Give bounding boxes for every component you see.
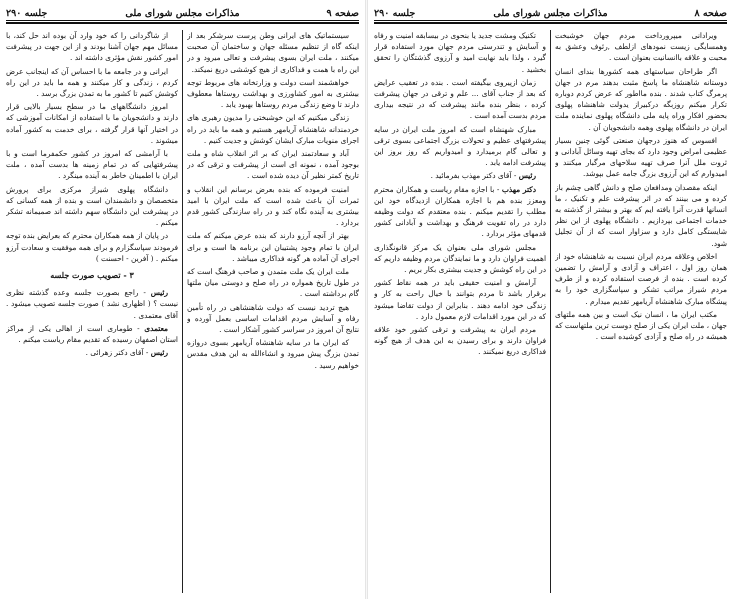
paragraph <box>555 251 727 307</box>
paragraph-text: آقای دکتر زهرائی . <box>85 348 144 358</box>
paragraph: رئیس - آقای دکتر زهرائی . <box>85 348 168 358</box>
paragraph-text: اخلاص وعلاقه مردم ایران نسبت به شاهنشاه خود از همان روز اول ، اعتراف و آزادی و آرامش را تضمین کرده است . بنده از فرصت استفاده کرده و از طرف مردم شیراز مراتب تشکر و سپاسگزاری خود را به پیشگاه مبارک شاهنشاه آریامهر تقدیم میدارم . <box>555 251 727 306</box>
paragraph: رئیس - آقای دکتر مهذب بفرمائید . <box>430 171 536 181</box>
publication-title: مذاکرات مجلس شورای ملی <box>125 8 240 19</box>
paragraph <box>187 148 359 182</box>
section-heading: ۳ - تصویب صورت جلسه <box>50 270 134 281</box>
paragraph-text: بهتر از آنچه آرزو دارند که بنده عرض میکنم که ملت ایران با تمام وجود پشتیبان این برنامه ها است و برای اجرای آن آماده هر گونه فداکاری میباشد . <box>187 231 359 263</box>
paragraph <box>374 77 546 122</box>
page-number: صفحه ۹ <box>326 8 359 19</box>
paragraph <box>187 266 359 300</box>
paragraph <box>187 302 359 336</box>
paragraph-text: آباد و سعادتمند ایران که بر اثر انقلاب شاه و ملت بوجود آمده ، نمونه ای است از پیشرفت و ترقی که در تاریخ کمتر نظیر آن دیده شده است . <box>187 149 359 181</box>
paragraph <box>374 324 546 358</box>
paragraph <box>187 30 359 75</box>
paragraph: رئیس - راجع بصورت جلسه وعده گذشته نظری نیست ؟ ( اظهاری نشد ) صورت جلسه تصویب میشود . آقای معتمدی . <box>6 288 178 320</box>
paragraph-text: طوماری است از اهالی یکی از مراکز استان اصفهان رسیده که تقدیم مقام ریاست میکنم . <box>6 323 178 345</box>
paragraph: معتمدی - طوماری است از اهالی یکی از مراکز استان اصفهان رسیده که تقدیم مقام ریاست میکنم . <box>6 323 178 345</box>
paragraph-text: ملت ایران یک ملت متمدن و صاحب فرهنگ است که در طول تاریخ همواره در راه صلح و دوستی میان ملتها گام برداشته است . <box>187 267 359 299</box>
paragraph-text: زمان ازپیروی بیگیفته است . بنده در تعقیب عرایض که بعد از جناب آقای ... علم و ترقی در جهان پیشرفت کرده ، بنظر بنده مانند پیشرفت که در نتیجه بیداری مردم بدست آمده است . <box>374 77 546 121</box>
paragraph-text: امروز دانشگاههای ما در سطح بسیار بالایی قرار دارند و دانشجویان ما با استفاده از امکانات آموزشی که در اختیار آنها قرار گرفته ، برای خدمت به کشور آماده میشوند . <box>6 102 178 145</box>
paragraph-text: آقای دکتر مهذب بفرمائید . <box>430 171 512 181</box>
session-number: جلسه ۲۹۰ <box>6 8 48 19</box>
page-9 <box>0 0 365 599</box>
paragraph <box>6 30 178 64</box>
paragraph-text: سیستماتیک های ایرانی وطن پرست سرشکر بعد از اینکه گاه از تنظیم مسئله جهان و ساختمان آن صحبت میکنند ، ملت ایران بسوی پیشرفت و تعالی میرود و در این راه با همت و فداکاری از هیچ کوششی دریغ نمیکند. <box>187 31 359 74</box>
paragraph <box>555 135 727 180</box>
paragraph-text: با آرامشی که امروز در کشور حکمفرما است و با پیشرفتهایی که در تمام زمینه ها بدست آمده ، ملت ایران با اطمینان خاطر به آینده مینگرد . <box>6 149 178 181</box>
speaker-name: رئیس <box>150 348 168 358</box>
paragraph <box>374 124 546 169</box>
paragraph-text: اینکه مقصدان ومدافعان صلح و دانش گاهی چشم باز کرده و می بینند که در اثر پیشرفت علم و تکنیک ، ما انسانها قدرت آنرا یافته ایم که بهتر و بیشتر از گذشته به خدمات اجتماعی بپردازیم . دانشگاه پهلوی از این نظر شایستگی کامل دارد و سزاوار است که از آن تجلیل شود. <box>555 182 727 248</box>
paragraph-text: با اجازه مقام ریاست و همکاران محترم ومعزز بنده هم با اجازه همکاران ازدیدگاه خود این مطلب را تقدیم میکنم . بنده معتقدم که دولت وظیفه دارد در راه تقویت فرهنگ و بهداشت و آبادانی کشور قدمهای مؤثر بردارد . <box>374 184 546 239</box>
paragraph <box>6 184 178 229</box>
paragraph-text: مردم ایران به پیشرفت و ترقی کشور خود علاقه فراوان دارند و برای رسیدن به این هدف از هیچ گونه فداکاری دریغ نمیکنند . <box>374 325 546 357</box>
paragraph-text: از شاگردانی را که خود وارد آن بوده اند حل کند، با مسائل مهم جهان آشنا بودند و از این جهت در پیشرفت امور کشور نقش مؤثری داشته اند . <box>6 31 178 63</box>
column-divider <box>550 30 551 593</box>
text-column-left <box>374 30 546 593</box>
paragraph <box>187 230 359 264</box>
header-rule-thin <box>374 20 727 21</box>
paragraph-text: آرامش و امنیت حقیقی باید در همه نقاط کشور برقرار باشد تا مردم بتوانند با خیال راحت به کار و زندگی خود ادامه دهند . بنابراین از دولت تقاضا میشود که در این مورد اقدامات لازم معمول دارد . <box>374 278 546 321</box>
paragraph <box>555 182 727 249</box>
paragraph <box>374 277 546 322</box>
paragraph-text: مجلس شورای ملی بعنوان یک مرکز قانونگذاری اهمیت فراوان دارد و ما نمایندگان مردم وظیفه داریم که در این راه کوشش و جدیت بیشتری بکار بریم . <box>374 242 546 275</box>
column-divider <box>182 30 183 593</box>
paragraph-text: افسوس که هنوز درجهان صنعتی گوئی چنین بسیار عظیمی امراض وجود دارد که بجای تهیه وسائل آبادانی و ثروت ملل آنرا صرف تهیه سلاحهای مرگبار میکنند و امیدوارم که این آرزوی بزرگ جامه عمل بپوشد. <box>555 135 727 179</box>
paragraph-text: ایرانی و در جامعه ما با احساس آن که اینجانب عرض کردم ، زندگی و کار میکنند و همه ما باید در این راه کوشش کنیم تا کشور ما به تمدن بزرگ برسد . <box>6 66 178 99</box>
publication-title: مذاکرات مجلس شورای ملی <box>493 8 608 19</box>
paragraph <box>6 66 178 100</box>
text-column-left <box>6 30 178 593</box>
paragraph-text: خواهشمند است دولت و وزارتخانه های مربوط توجه بیشتری به امور کشاورزی و بهداشت روستاها معطوف دارند تا وضع زندگی مردم روستاها بهبود یابد . <box>187 77 359 110</box>
paragraph-text: ویرادانی میپرورداخت مردم جهان خوشبخت وهمسایگی زیست نمودهای ازلطف ,رئوف وعشق به محبت و علاقه باانسانیت بعنوان است . <box>555 31 727 63</box>
page-number: صفحه ۸ <box>694 8 727 19</box>
speaker-name: رئیس <box>150 288 168 298</box>
paragraph-text: دانشگاه پهلوی شیراز مرکزی برای پرورش متخصصان و دانشمندان است و بنده از همه کسانی که در پیشرفت این دانشگاه سهم داشته اند صمیمانه تشکر میکنم . <box>6 184 178 228</box>
paragraph <box>555 66 727 133</box>
paragraph <box>555 30 727 64</box>
page-8 <box>368 0 733 599</box>
paragraph-text: زندگی میکنیم که این خوشبختی را مدیون رهبری های خردمندانه شاهنشاه آریامهر هستیم و همه ما باید در راه اجرای منویات مبارک ایشان کوشش و جدیت کنیم . <box>187 113 359 145</box>
paragraph-text: که ایران ما در سایه شاهنشاه آریامهر بسوی دروازه تمدن بزرگ پیش میرود و انشاءالله به این هدف مقدس خواهیم رسید . <box>187 338 359 370</box>
paragraph <box>6 148 178 182</box>
text-column-right <box>187 30 359 593</box>
paragraph-text: هیچ تردید نیست که دولت شاهنشاهی در راه تأمین رفاه و آسایش مردم اقدامات اساسی بعمل آورده و نتایج آن امروز در سراسر کشور آشکار است . <box>187 302 359 335</box>
paragraph: دکتر مهذب - با اجازه مقام ریاست و همکاران محترم ومعزز بنده هم با اجازه همکاران ازدیدگاه خود این مطلب را تقدیم میکنم . بنده معتقدم که دولت وظیفه دارد در راه تقویت فرهنگ و بهداشت و آبادانی کشور قدمهای مؤثر بردارد . <box>374 184 546 239</box>
paragraph <box>374 30 546 75</box>
header-rule <box>374 22 727 24</box>
paragraph-text: راجع بصورت جلسه وعده گذشته نظری نیست ؟ ( اظهاری نشد ) صورت جلسه تصویب میشود . آقای معتمدی . <box>6 288 178 320</box>
page-header <box>374 4 727 24</box>
header-rule-thin <box>6 20 359 21</box>
page-columns <box>374 30 727 593</box>
paragraph <box>555 309 727 343</box>
header-rule <box>6 22 359 24</box>
paragraph <box>187 337 359 371</box>
speaker-name: معتمدی <box>144 323 168 333</box>
paragraph <box>187 77 359 111</box>
page-columns <box>6 30 359 593</box>
paragraph-text: تکنیک ومشت جدید یا بنحوی در بیسابقه امنیت و رفاه و آسایش و تندرستی مردم جهان مورد استفاده قرار گیرد ، ولذا باید نهایت امید و آرزوی گذشتگان را تحقق بخشید . <box>374 31 546 74</box>
text-column-right <box>555 30 727 593</box>
speaker-name: دکتر مهذب <box>501 184 536 194</box>
paragraph-text: اگر طراحان سیاستهای همه کشورها بندای انسان دوستانه شاهنشاه ما پاسخ مثبت بدهند مرم در جهان پرمرگ کتاب شدند . بنده مااطور که عرض کردم دوباره تکرار میکنم روزبگه درکبیراز یدولت شاهنشاه پهلوی بحضور افکار وراه پایه ملی دانشگاه پهلوی نماینده ملت ایران در دانشگاه پهلوی وهمه دانشجویان آن . <box>555 66 727 132</box>
paragraph <box>187 184 359 229</box>
paragraph-text: مبارک شهنشاه است که امروز ملت ایران در سایه پیشرفتهای عظیم و تحولات بزرگ اجتماعی بسوی ترقی و تعالی گام برمیدارد و امیدواریم که روز بروز این پیشرفت ادامه یابد . <box>374 124 546 168</box>
session-number: جلسه ۲۹۰ <box>374 8 416 19</box>
paragraph <box>374 242 546 276</box>
page-header <box>6 4 359 24</box>
paragraph-text: در پایان از همه همکاران محترم که بعرایض بنده توجه فرمودند سپاسگزارم و برای همه موفقیت و سعادت آرزو میکنم . ( آفرین - احسنت ) <box>6 231 178 263</box>
paragraph-text: مکتب ایران ما ، انسان نیک است و بین همه ملتهای جهان ، ملت ایران یکی از صلح دوست ترین ملتهاست که همیشه در راه صلح و آزادی کوشیده است . <box>555 309 727 342</box>
paragraph-text: امنیت فرموده که بنده بعرض برسانم این انقلاب و ثمرات آن باعث شده است که ملت ایران با امید بیشتری به آینده نگاه کند و در راه سازندگی کشور قدم بردارد . <box>187 184 359 228</box>
speaker-name: رئیس <box>518 171 536 181</box>
paragraph <box>6 101 178 146</box>
paragraph <box>6 230 178 264</box>
paragraph <box>187 112 359 146</box>
